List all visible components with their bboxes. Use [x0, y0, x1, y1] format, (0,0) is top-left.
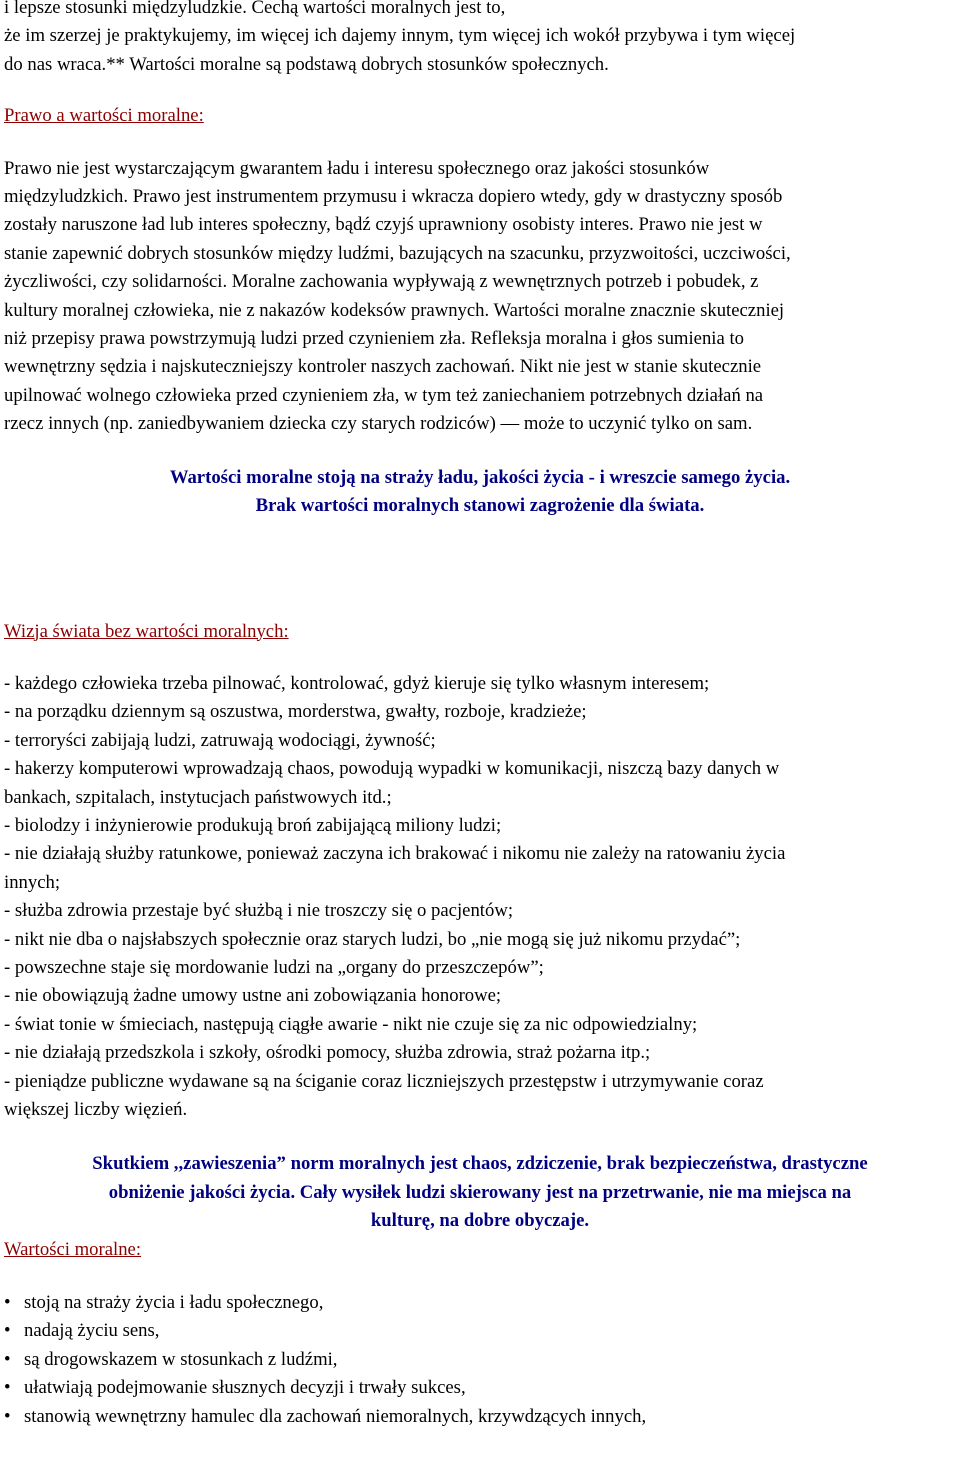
slogan-block — [4, 464, 956, 521]
list-item — [4, 1374, 956, 1402]
list-item-text: ułatwiają podejmowanie słusznych decyzji i trwały sukces, — [24, 1377, 466, 1399]
conclusion-block — [4, 1150, 956, 1235]
bullet-icon: • — [4, 1320, 11, 1342]
vision-section-heading: Wizja świata bez wartości moralnych: — [4, 620, 289, 642]
law-line: rzecz innych (np. zaniedbywaniem dziecka czy starych rodziców) — może to uczynić tylko on sam. — [4, 413, 753, 435]
list-item — [4, 1403, 956, 1431]
bullet-icon: • — [4, 1348, 11, 1370]
law-line: Prawo nie jest wystarczającym gwarantem ładu i interesu społecznego oraz jakości stosunków — [4, 157, 710, 179]
vision-list — [4, 670, 956, 1125]
list-item — [4, 1317, 956, 1345]
law-line: upilnować wolnego człowieka przed czynieniem zła, w tym też zaniechaniem potrzebnych działań na — [4, 384, 764, 406]
values-bullet-list — [4, 1289, 956, 1431]
bullet-icon: • — [4, 1405, 11, 1427]
vision-line: bankach, szpitalach, instytucjach państwowych itd.; — [4, 786, 392, 808]
vision-line: - terroryści zabijają ludzi, zatruwają wodociągi, żywność; — [4, 729, 436, 751]
slogan-line-1: Wartości moralne stoją na straży ładu, jakości życia - i wreszcie samego życia. — [169, 466, 791, 488]
list-item — [4, 1346, 956, 1374]
intro-line: i lepsze stosunki międzyludzkie. Cechą wartości moralnych jest to, — [4, 0, 506, 18]
vision-line: - każdego człowieka trzeba pilnować, kontrolować, gdyż kieruje się tylko własnym interesem; — [4, 672, 710, 694]
list-item-text: nadają życiu sens, — [24, 1320, 160, 1342]
law-line: zostały naruszone ład lub interes społeczny, bądź czyjś uprawniony osobisty interes. Prawo nie jest w — [4, 214, 763, 236]
vision-line: - pieniądze publiczne wydawane są na ściganie coraz liczniejszych przestępstw i utrzymywanie coraz — [4, 1070, 764, 1092]
bullet-icon: • — [4, 1292, 11, 1314]
law-line: międzyludzkich. Prawo jest instrumentem przymusu i wkracza dopiero wtedy, gdy w drastyczny sposób — [4, 186, 783, 208]
slogan-line-2: Brak wartości moralnych stanowi zagrożenie dla świata. — [255, 495, 705, 517]
intro-line: że im szerzej je praktykujemy, im więcej ich dajemy innym, tym więcej ich wokół przybywa i tym więcej — [4, 25, 796, 47]
values-section-heading: Wartości moralne: — [4, 1238, 142, 1260]
conclusion-line-1: Skutkiem ,,zawieszenia” norm moralnych jest chaos, zdziczenie, brak bezpieczeństwa, drastyczne — [92, 1153, 868, 1175]
intro-line: do nas wraca.** Wartości moralne są podstawą dobrych stosunków społecznych. — [4, 53, 609, 75]
intro-paragraph — [4, 0, 956, 79]
law-line: kultury moralnej człowieka, nie z nakazów kodeksów prawnych. Wartości moralne znacznie skuteczniej — [4, 299, 785, 321]
law-section-heading: Prawo a wartości moralne: — [4, 105, 204, 127]
vision-line: innych; — [4, 871, 61, 893]
conclusion-line-3: kulturę, na dobre obyczaje. — [370, 1210, 590, 1232]
vision-line: - nie działają przedszkola i szkoły, ośrodki pomocy, służba zdrowia, straż pożarna itp.; — [4, 1042, 651, 1064]
vision-line: - biolodzy i inżynierowie produkują broń zabijającą miliony ludzi; — [4, 814, 502, 836]
bullet-icon: • — [4, 1377, 11, 1399]
vision-line: - hakerzy komputerowi wprowadzają chaos, powodują wypadki w komunikacji, niszczą bazy danych w — [4, 758, 780, 780]
list-item-text: stoją na straży życia i ładu społecznego, — [24, 1292, 324, 1314]
vision-line: - nikt nie dba o najsłabszych społecznie oraz starych ludzi, bo „nie mogą się już nikomu przydać”; — [4, 928, 741, 950]
law-line: wewnętrzny sędzia i najskuteczniejszy kontroler naszych zachowań. Nikt nie jest w stanie skutecznie — [4, 356, 762, 378]
vision-line: - służba zdrowia przestaje być służbą i nie troszczy się o pacjentów; — [4, 900, 514, 922]
vision-line: - nie obowiązują żadne umowy ustne ani zobowiązania honorowe; — [4, 985, 502, 1007]
list-item-text: są drogowskazem w stosunkach z ludźmi, — [24, 1348, 338, 1370]
vision-line: większej liczby więzień. — [4, 1099, 188, 1120]
conclusion-line-2: obniżenie jakości życia. Cały wysiłek ludzi skierowany jest na przetrwanie, nie ma miejsca na — [108, 1181, 852, 1203]
vision-line: - nie działają służby ratunkowe, ponieważ zaczyna ich brakować i nikomu nie zależy na ratowaniu życia — [4, 843, 786, 865]
vision-line: - powszechne staje się mordowanie ludzi na „organy do przeszczepów”; — [4, 956, 544, 978]
law-line: niż przepisy prawa powstrzymują ludzi przed czynieniem zła. Refleksja moralna i głos sumienia to — [4, 328, 744, 350]
law-line: stanie zapewnić dobrych stosunków między ludźmi, bazujących na szacunku, przyzwoitości, uczciwości, — [4, 242, 791, 264]
vision-line: - świat tonie w śmieciach, następują ciągłe awarie - nikt nie czuje się za nic odpowiedzialny; — [4, 1013, 698, 1035]
list-item-text: stanowią wewnętrzny hamulec dla zachowań niemoralnych, krzywdzących innych, — [24, 1405, 647, 1427]
law-line: życzliwości, czy solidarności. Moralne zachowania wypływają z wewnętrznych potrzeb i pobudek, z — [4, 271, 759, 293]
law-section-paragraph — [4, 155, 956, 439]
list-item — [4, 1289, 956, 1317]
vision-line: - na porządku dziennym są oszustwa, morderstwa, gwałty, rozboje, kradzieże; — [4, 701, 587, 723]
